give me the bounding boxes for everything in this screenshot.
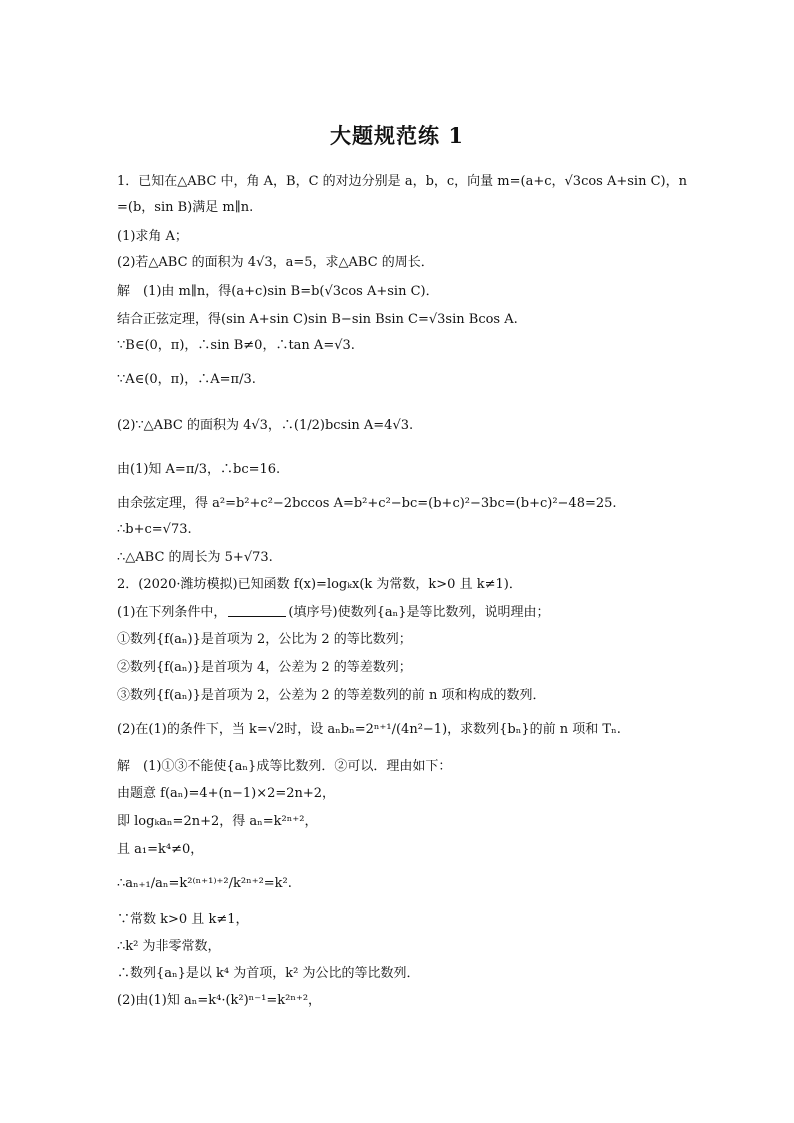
solution-2-line-1: 解 (1)①③不能使{aₙ}成等比数列．②可以．理由如下：	[117, 759, 452, 774]
condition-2: ②数列{f(aₙ)}是首项为 4，公差为 2 的等差数列；	[117, 660, 412, 675]
problem-1-stem-line-1: 1．已知在△ABC 中，角 A，B，C 的对边分别是 a，b，c，向量 m=(a+c，√3cos A+sin C)，n	[117, 174, 687, 189]
solution-1-line-9: ∴△ABC 的周长为 5+√73.	[117, 550, 273, 565]
solution-1-line-3: ∵B∈(0，π)，∴sin B≠0，∴tan A=√3.	[117, 338, 355, 353]
solution-1-line-4: ∵A∈(0，π)，∴A=π/3.	[117, 372, 256, 387]
solution-1-line-1: 解 (1)由 m∥n，得(a+c)sin B=b(√3cos A+sin C)．	[117, 284, 439, 299]
solution-2-line-8: ∴数列{aₙ}是以 k⁴ 为首项，k² 为公比的等比数列．	[117, 966, 420, 981]
part-1-prefix: (1)在下列条件中，	[117, 605, 227, 620]
solution-2-line-4: 且 a₁=k⁴≠0，	[117, 842, 204, 857]
problem-1-stem-line-2: =(b，sin B)满足 m∥n.	[117, 200, 254, 215]
problem-2-part-2: (2)在(1)的条件下，当 k=√2时，设 aₙbₙ=2ⁿ⁺¹/(4n²−1)，求数列{bₙ}的前 n 项和 Tₙ.	[117, 722, 621, 737]
page-title: 大题规范练 1	[330, 123, 464, 148]
condition-1: ①数列{f(aₙ)}是首项为 2，公比为 2 的等比数列；	[117, 632, 412, 647]
part-1-suffix: (填序号)使数列{aₙ}是等比数列，说明理由；	[288, 605, 550, 620]
problem-2-stem: 2．(2020·潍坊模拟)已知函数 f(x)=logₖx(k 为常数，k>0 且 k≠1)．	[117, 577, 522, 592]
problem-2-part-1	[117, 604, 549, 621]
solution-2-line-2: 由题意 f(aₙ)=4+(n−1)×2=2n+2，	[117, 786, 336, 801]
solution-1-line-2: 结合正弦定理，得(sin A+sin C)sin B−sin Bsin C=√3sin Bcos A.	[117, 312, 518, 327]
fill-in-blank	[228, 604, 286, 617]
solution-2-line-3: 即 logₖaₙ=2n+2，得 aₙ=k²ⁿ⁺²，	[117, 814, 318, 829]
solution-2-line-9: (2)由(1)知 aₙ=k⁴·(k²)ⁿ⁻¹=k²ⁿ⁺²，	[117, 993, 322, 1008]
solution-2-line-7: ∴k² 为非零常数，	[117, 939, 221, 954]
solution-2-line-5: ∴aₙ₊₁/aₙ=k²⁽ⁿ⁺¹⁾⁺²/k²ⁿ⁺²=k².	[117, 876, 292, 891]
solution-1-line-7: 由余弦定理，得 a²=b²+c²−2bccos A=b²+c²−bc=(b+c)²−3bc=(b+c)²−48=25.	[117, 496, 617, 511]
solution-1-line-6: 由(1)知 A=π/3，∴bc=16.	[117, 462, 281, 477]
solution-1-line-5: (2)∵△ABC 的面积为 4√3，∴(1/2)bcsin A=4√3.	[117, 418, 414, 433]
problem-1-part-2: (2)若△ABC 的面积为 4√3，a=5，求△ABC 的周长．	[117, 255, 434, 270]
condition-3: ③数列{f(aₙ)}是首项为 2，公差为 2 的等差数列的前 n 项和构成的数列．	[117, 688, 546, 703]
solution-2-line-6: ∵常数 k>0 且 k≠1，	[117, 912, 249, 927]
problem-1-part-1: (1)求角 A；	[117, 229, 188, 244]
solution-1-line-8: ∴b+c=√73.	[117, 522, 192, 537]
